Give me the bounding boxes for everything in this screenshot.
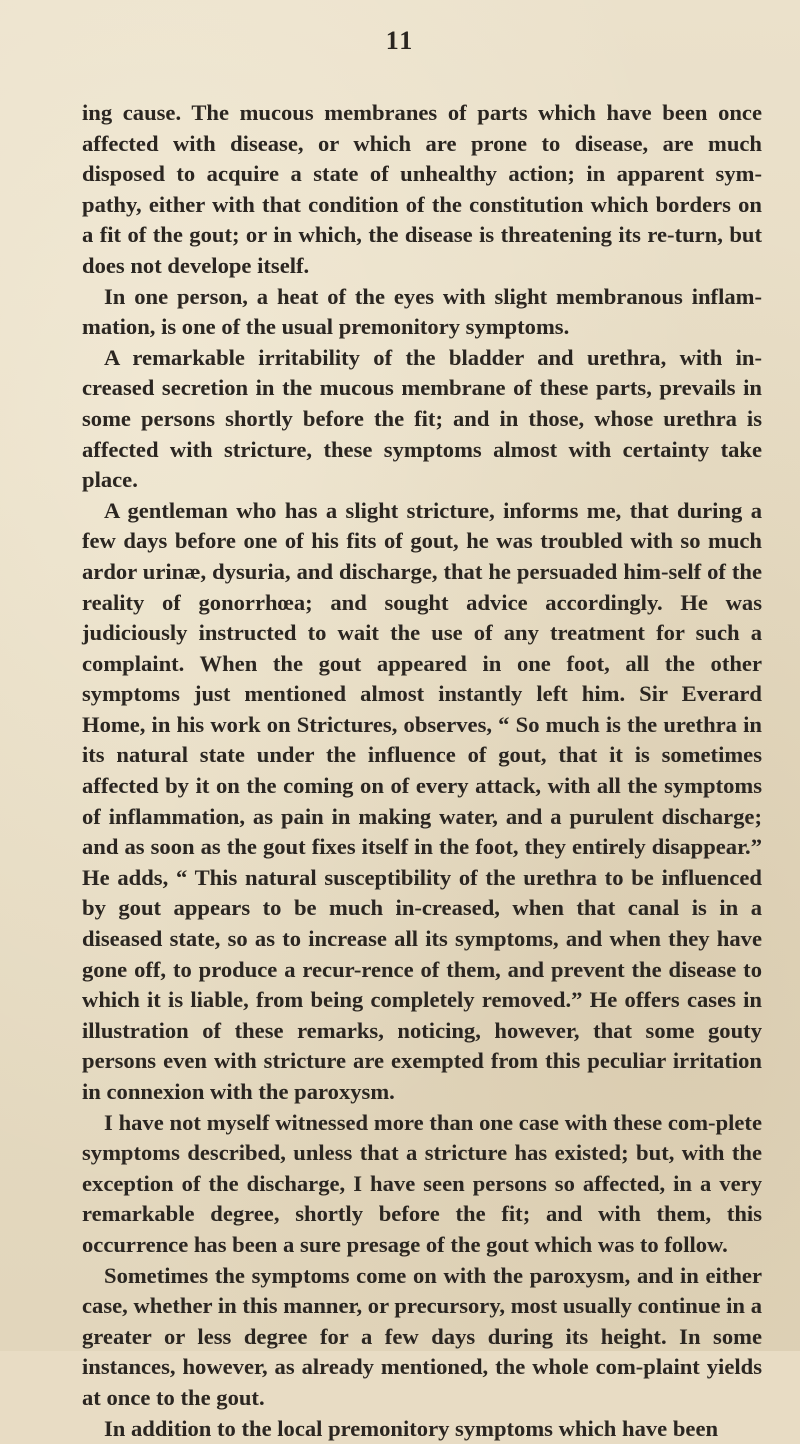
paragraph-6: Sometimes the symptoms come on with the paroxysm, and in either case, whether in this manner, or precursory, most usually continue in a greater or less degree for a few days during its height. In some instances, however, as already mentioned, the whole com-plaint yields at once to the gout.	[82, 1262, 762, 1410]
paragraph-2: In one person, a heat of the eyes with slight membranous inflam-mation, is one of the usual premonitory symptoms.	[82, 283, 762, 340]
paragraph-3: A remarkable irritability of the bladder and urethra, with in-creased secretion in the mucous membrane of these parts, prevails in some persons shortly before the fit; and in those, whose urethra is affected with stricture, these symptoms almost with certainty take place.	[82, 344, 762, 493]
paragraph-7: In addition to the local premonitory symptoms which have been	[104, 1415, 719, 1441]
paragraph-4: A gentleman who has a slight stricture, informs me, that during a few days before one of his fits of gout, he was troubled with so much ardor urinæ, dysuria, and discharge, that he persuaded him-self of the reality of gonorrhœa; and sought advice accordingly. He was judiciously instructed to wait the use of any treatment for such a complaint. When the gout appeared in one foot, all the other symptoms just mentioned almost instantly left him. Sir Everard Home, in his work on Strictures, observes, “ So much is the urethra in its natural state under the influence of gout, that it is sometimes affected by it on the coming on of every attack, with all the symptoms of inflammation, as pain in making water, and a purulent discharge; and as soon as the gout fixes itself in the foot, they entirely disappear.” He adds, “ This natural susceptibility of the urethra to be influenced by gout appears to be much in-creased, when that canal is in a diseased state, so as to increase all its symptoms, and when they have gone off, to produce a recur-rence of them, and prevent the disease to which it is liable, from being completely removed.” He offers cases in illustration of these remarks, noticing, however, that some gouty persons even with stricture are exempted from this peculiar irritation in connexion with the paroxysm.	[82, 497, 762, 1104]
page-number: 11	[385, 26, 415, 55]
paragraph-1: ing cause. The mucous membranes of parts which have been once affected with disease, or which are prone to disease, are much disposed to acquire a state of unhealthy action; in apparent sym-pathy, either with that condition of the constitution which borders on a fit of the gout; or in which, the disease is threatening its re-turn, but does not develope itself.	[82, 100, 762, 278]
paragraph-5: I have not myself witnessed more than one case with these com-plete symptoms described, unless that a stricture has existed; but, with the exception of the discharge, I have seen persons so affected, in a very remarkable degree, shortly before the fit; and with them, this occurrence has been a sure presage of the gout which was to follow.	[82, 1109, 762, 1257]
body-text	[82, 98, 762, 1444]
